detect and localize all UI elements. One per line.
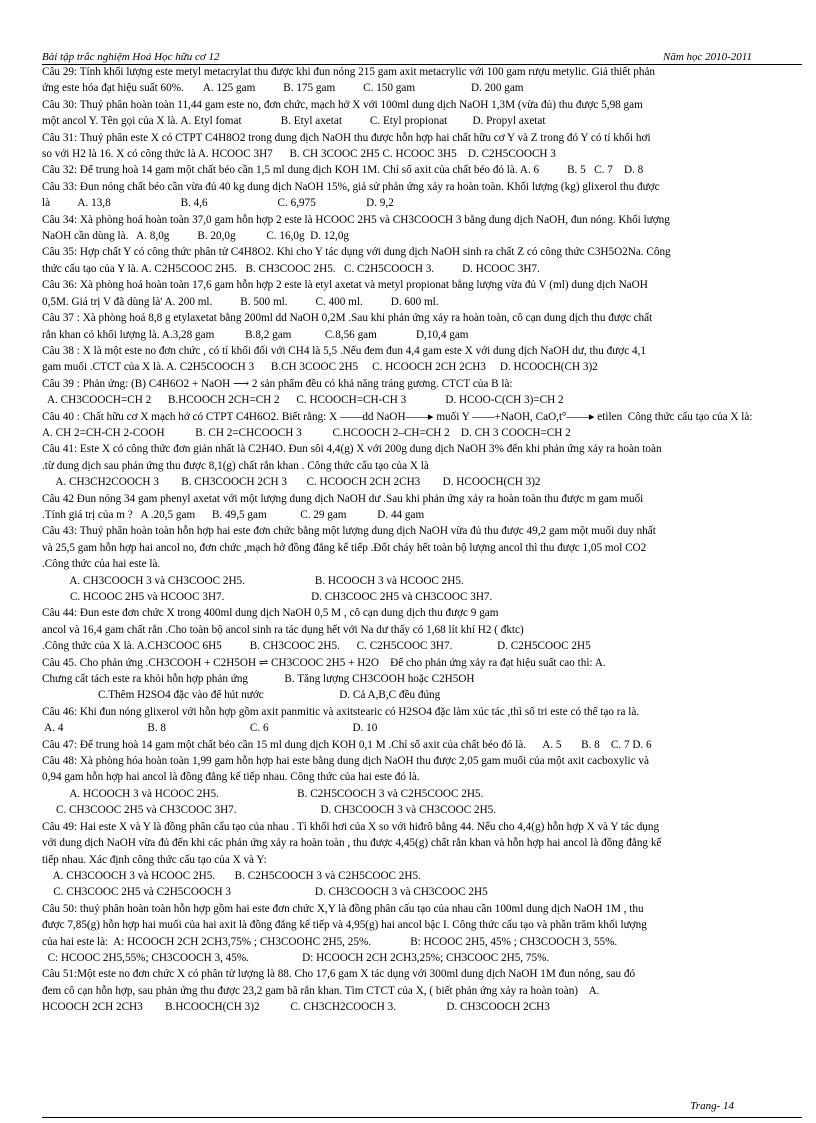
text-line: 0,94 gam hỗn hợp hai ancol là đồng đẳng kế tiếp nhau. Công thức của hai este đó là. (42, 771, 420, 784)
text-line: Câu 41: Este X có công thức đơn giản nhất là C2H4O. Đun sôi 4,4(g) X với 200g dung dịch NaOH 3% đến khi phản ứng xảy ra hoàn toàn (42, 443, 662, 456)
text-line: Câu 48: Xà phòng hóa hoàn toàn 1,99 gam hỗn hợp hai este bằng dung dịch NaOH thu được 2,05 gam muối của một axit cacboxylic và (42, 755, 649, 768)
text-line: A. 4 B. 8 C. 6 D. 10 (42, 722, 378, 735)
text-line: tiếp nhau. Xác định công thức cấu tạo của X và Y: (42, 853, 267, 866)
text-line: C.Thêm H2SO4 đặc vào để hút nước D. Cả A,B,C đều đúng (42, 689, 441, 702)
text-line: .Công thức của X là. A.CH3COOC 6H5 B. CH3COOC 2H5. C. C2H5COOC 3H7. D. C2H5COOC 2H5 (42, 640, 591, 653)
text-line: đem cô cạn hỗn hợp, sau phản ứng thu được 23,2 gam bã rắn khan. Tìm CTCT của X, ( biết phản ứng xảy ra hoàn toàn) A. (42, 984, 600, 997)
text-line: và 25,5 gam hỗn hợp hai ancol no, đơn chức ,mạch hở đồng đẳng kế tiếp .Đốt cháy hết toàn bộ lượng ancol thì thu được 1,05 mol CO2 (42, 541, 647, 554)
text-line: Câu 36: Xà phòng hoá hoàn toàn 17,6 gam hỗn hợp 2 este là etyl axetat và metyl propionat bằng lượng vừa đủ V (ml) dung dịch NaOH (42, 279, 648, 292)
text-line: Câu 50: thuỷ phân hoàn toàn hỗn hợp gồm hai este đơn chức X,Y là đồng phân cấu tạo của nhau cần 100ml dung dịch NaOH 1M , thu (42, 902, 644, 915)
text-line: NaOH cần dùng là. A. 8,0g B. 20,0g C. 16,0g D. 12,0g (42, 230, 350, 243)
text-line: Câu 45. Cho phản ứng .CH3COOH + C2H5OH ⇌ CH3COOC 2H5 + H2O Để cho phản ứng xảy ra đạt hiệu suất cao thì: A. (42, 656, 606, 669)
text-line: một ancol Y. Tên gọi của X là. A. Etyl fomat B. Etyl axetat C. Etyl propionat D. Propyl axetat (42, 115, 546, 128)
text-line: Câu 37 : Xà phòng hoá 8,8 g etylaxetat bằng 200ml dd NaOH 0,2M .Sau khi phản ứng xảy ra hoàn toàn, cô cạn dung dịch thu được chất (42, 312, 653, 325)
text-line: A. HCOOCH 3 và HCOOC 2H5. B. C2H5COOCH 3 và C2H5COOC 2H5. (42, 787, 484, 800)
text-line: Câu 38 : X là một este no đơn chức , có tỉ khối đối với CH4 là 5,5 .Nếu đem đun 4,4 gam este X với dung dịch NaOH dư, thu được 4,1 (42, 344, 646, 357)
text-line: HCOOCH 2CH 2CH3 B.HCOOCH(CH 3)2 C. CH3CH2COOCH 3. D. CH3COOCH 2CH3 (42, 1001, 550, 1014)
text-line: là A. 13,8 B. 4,6 C. 6,975 D. 9,2 (42, 197, 394, 210)
text-line: Câu 44: Đun este đơn chức X trong 400ml dung dịch NaOH 0,5 M , cô cạn dung dịch thu được 9 gam (42, 607, 499, 620)
text-line: Câu 35: Hợp chất Y có công thức phân tử C4H8O2. Khi cho Y tác dụng với dung dịch NaOH sinh ra chất Z có công thức C3H5O2Na. Công (42, 246, 671, 259)
text-line: Câu 33: Đun nóng chất béo cần vừa đủ 40 kg dung dịch NaOH 15%, giả sử phản ứng xảy ra hoàn toàn. Khối lượng (kg) glixerol thu được (42, 180, 660, 193)
text-line: Câu 43: Thuỷ phân hoàn toàn hỗn hợp hai este đơn chức bằng một lượng dung dịch NaOH vừa đủ thu được 49,2 gam một muối duy nhất (42, 525, 656, 538)
text-line: C. HCOOC 2H5 và HCOOC 3H7. D. CH3COOC 2H5 và CH3COOC 3H7. (42, 591, 493, 603)
question-list (42, 64, 802, 1016)
text-line: .Tính giá trị của m ? A .20,5 gam B. 49,5 gam C. 29 gam D. 44 gam (42, 508, 425, 521)
page-header (42, 50, 802, 65)
text-line: A. CH3COOCH 3 và CH3COOC 2H5. B. HCOOCH 3 và HCOOC 2H5. (42, 574, 464, 587)
text-line: Câu 30: Thuỷ phân hoàn toàn 11,44 gam este no, đơn chức, mạch hở X với 100ml dung dịch NaOH 1,3M (vừa đủ) thu được 5,98 gam (42, 98, 643, 111)
text-line: Câu 32: Để trung hoà 14 gam một chất béo cần 1,5 ml dung dịch KOH 1M. Chỉ số axit của chất béo đó là. A. 6 B. 5 C. 7 D. 8 (42, 164, 644, 177)
text-line: Câu 47: Để trung hoà 14 gam một chất béo cần 15 ml dung dịch KOH 0,1 M .Chỉ số axit của chất béo đó là. A. 5 B. 8 C. 7 D. 6 (42, 738, 652, 751)
text-line: C. CH3COOC 2H5 và C2H5COOCH 3 D. CH3COOCH 3 và CH3COOC 2H5 (42, 886, 488, 899)
text-line: Câu 29: Tính khối lượng este metyl metacrylat thu được khi đun nóng 215 gam axit metacrylic với 100 gam rượu metylic. Giả thiết phản (42, 66, 656, 78)
text-line: A. CH3CH2COOCH 3 B. CH3COOCH 2CH 3 C. HCOOCH 2CH 2CH3 D. HCOOCH(CH 3)2 (42, 476, 541, 489)
text-line: .Công thức của hai este là. (42, 558, 161, 571)
text-line: 0,5M. Giá trị V đã dùng là' A. 200 ml. B. 500 ml. C. 400 ml. D. 600 ml. (42, 295, 439, 308)
text-line: A. CH3COOCH=CH 2 B.HCOOCH 2CH=CH 2 C. HCOOCH=CH-CH 3 D. HCOO-C(CH 3)=CH 2 (42, 394, 564, 407)
text-line: Câu 49: Hai este X và Y là đồng phân cấu tạo của nhau . Tỉ khối hơi của X so với hiđrô bằng 44. Nếu cho 4,4(g) hỗn hợp X và Y tác dụng (42, 820, 660, 833)
text-line: thức cấu tạo của Y là. A. C2H5COOC 2H5. B. CH3COOC 2H5. C. C2H5COOCH 3. D. HCOOC 3H7. (42, 262, 540, 275)
text-line: A. CH 2=CH-CH 2-COOH B. CH 2=CHCOOCH 3 C.HCOOCH 2–CH=CH 2 D. CH 3 COOCH=CH 2 (42, 426, 571, 439)
page-number: Trang- 14 (690, 1100, 734, 1112)
text-line: gam muối .CTCT của X là. A. C2H5COOCH 3 B.CH 3COOC 2H5 C. HCOOCH 2CH 2CH3 D. HCOOCH(CH 3)2 (42, 361, 598, 374)
text-line: Câu 39 : Phản ứng: (B) C4H6O2 + NaOH ⟶ 2 sản phẩm đều có khả năng tráng gương. CTCT của B là: (42, 377, 513, 390)
text-line: ancol và 16,4 gam chất rắn .Cho toàn bộ ancol sinh ra tác dụng hết với Na dư thấy có 1,68 lít khí H2 ( đktc) (42, 623, 524, 636)
header-title: Bài tập trắc nghiệm Hoá Học hữu cơ 12 (42, 51, 220, 63)
text-line: Câu 42 Đun nóng 34 gam phenyl axetat với một lượng dung dịch NaOH dư .Sau khi phản ứng xảy ra hoàn toàn thu được m gam muối (42, 492, 644, 505)
text-line: Chưng cất tách este ra khỏi hỗn hợp phản ứng B. Tăng lượng CH3COOH hoặc C2H5OH (42, 673, 475, 686)
text-line: Câu 34: Xà phòng hoá hoàn toàn 37,0 gam hỗn hợp 2 este là HCOOC 2H5 và CH3COOCH 3 bằng dung dịch NaOH, đun nóng. Khối lượng (42, 213, 670, 226)
document-page (42, 0, 802, 1123)
text-line: A. CH3COOCH 3 và HCOOC 2H5. B. C2H5COOCH 3 và C2H5COOC 2H5. (42, 869, 421, 882)
text-line: được 7,85(g) hỗn hợp hai muối của hai axit là đồng đẳng kế tiếp và 4,95(g) hai ancol bậc I. Công thức cấu tạo và phần trăm khối lượng (42, 919, 647, 932)
text-line: C. CH3COOC 2H5 và CH3COOC 3H7. D. CH3COOCH 3 và CH3COOC 2H5. (42, 804, 497, 817)
text-line: với dung dịch NaOH vừa đủ đến khi các phản ứng xảy ra hoàn toàn , thu được 4,45(g) chất rắn khan và hỗn hợp hai ancol là đồng đẳng kế (42, 837, 662, 850)
text-line: .từ dung dịch sau phản ứng thu được 8,1(g) chất rắn khan . Công thức cấu tạo của X là (42, 459, 429, 472)
text-line: Câu 46: Khi đun nóng glixerol với hỗn hợp gồm axit panmitic và axitstearic có H2SO4 đặc làm xúc tác ,thì số tri este có thể tạo ra là. (42, 705, 640, 718)
text-line: Câu 31: Thuỷ phân este X có CTPT C4H8O2 trong dung dịch NaOH thu được hỗn hợp hai chất hữu cơ Y và Z trong đó Y có tỉ khối hơi (42, 131, 651, 144)
text-line: so với H2 là 16. X có công thức là A. HCOOC 3H7 B. CH 3COOC 2H5 C. HCOOC 3H5 D. C2H5COOCH 3 (42, 148, 556, 161)
text-line: C: HCOOC 2H5,55%; CH3COOCH 3, 45%. D: HCOOCH 2CH 2CH3,25%; CH3COOC 2H5, 75%. (42, 951, 550, 964)
text-line: rắn khan có khối lượng là. A.3,28 gam B.8,2 gam C.8,56 gam D,10,4 gam (42, 328, 469, 341)
footer-divider (42, 1117, 802, 1118)
header-year: Năm học 2010-2011 (662, 51, 752, 63)
text-line: Câu 51:Một este no đơn chức X có phân tử lượng là 88. Cho 17,6 gam X tác dụng với 300ml dung dịch NaOH 1M đun nóng, sau đó (42, 968, 636, 981)
text-line: ứng este hóa đạt hiệu suất 60%. A. 125 gam B. 175 gam C. 150 gam D. 200 gam (42, 82, 524, 95)
text-line: Câu 40 : Chất hữu cơ X mạch hở có CTPT C4H6O2. Biết rằng: X ——dd NaOH——▸ muối Y ——+NaOH, CaO,t°——▸ etilen Công thức cấu tạo của X là: (42, 410, 753, 423)
text-line: của hai este là: A: HCOOCH 2CH 2CH3,75% ; CH3COOHC 2H5, 25%. B: HCOOC 2H5, 45% ; CH3COOCH 3, 55%. (42, 935, 618, 948)
